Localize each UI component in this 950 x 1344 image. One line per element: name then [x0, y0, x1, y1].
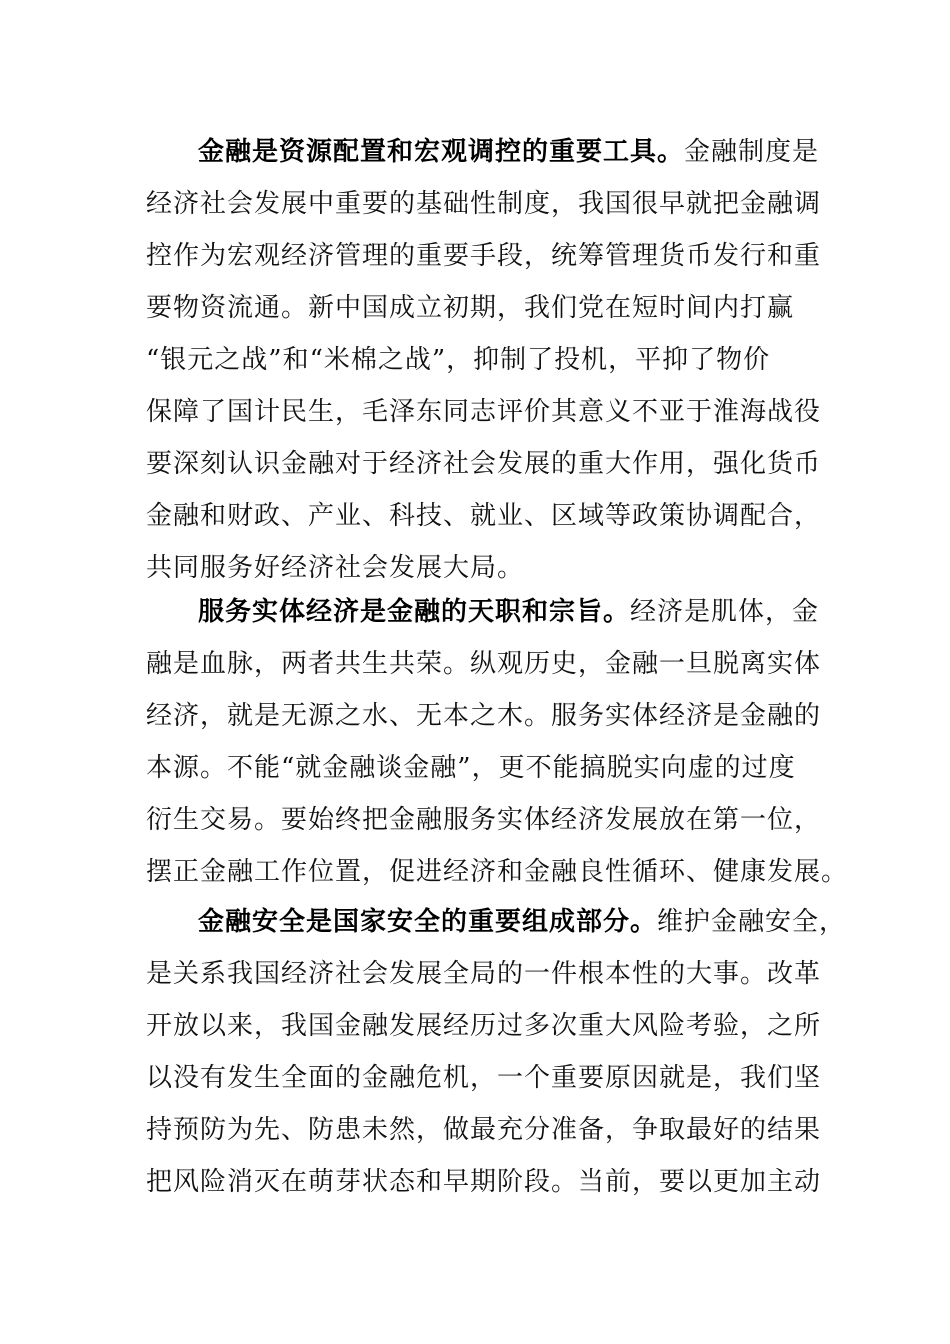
paragraph-line: 融是血脉，两者共生共荣。纵观历史，金融一旦脱离实体 — [146, 649, 822, 679]
paragraph-line: 共同服务好经济社会发展大局。 — [146, 553, 525, 583]
paragraph-line: 经济社会发展中重要的基础性制度，我国很早就把金融调 — [146, 189, 822, 219]
paragraph-line: 持预防为先、防患未然，做最充分准备，争取最好的结果 — [146, 1115, 822, 1145]
paragraph-real-economy — [146, 586, 849, 898]
paragraph-line: “银元之战”和“米棉之战”，抑制了投机，平抑了物价 — [146, 345, 771, 375]
paragraph-line: 衍生交易。要始终把金融服务实体经济发展放在第一位， — [146, 805, 822, 835]
paragraph-line: 开放以来，我国金融发展经历过多次重大风险考验，之所 — [146, 1011, 822, 1041]
paragraph-financial-security — [146, 896, 847, 1208]
paragraph-line: 要物资流通。新中国成立初期，我们党在短时间内打赢 — [146, 293, 795, 323]
paragraph-finance-tool — [146, 126, 822, 594]
paragraph-line: 要深刻认识金融对于经济社会发展的重大作用，强化货币 — [146, 449, 822, 479]
paragraph-line: 摆正金融工作位置，促进经济和金融良性循环、健康发展。 — [146, 857, 849, 887]
paragraph-text: 经济是肌体，金 — [630, 597, 820, 627]
paragraph-text: 维护金融安全， — [657, 907, 847, 937]
paragraph-line: 把风险消灭在萌芽状态和早期阶段。当前，要以更加主动 — [146, 1167, 822, 1197]
paragraph-lead-heading: 金融是资源配置和宏观调控的重要工具。 — [198, 137, 685, 167]
paragraph-first-line — [146, 586, 820, 638]
paragraph-line: 经济，就是无源之水、无本之木。服务实体经济是金融的 — [146, 701, 822, 731]
paragraph-line: 控作为宏观经济管理的重要手段，统筹管理货币发行和重 — [146, 241, 822, 271]
paragraph-first-line — [146, 896, 847, 948]
paragraph-text: 金融制度是 — [684, 137, 820, 167]
paragraph-first-line — [146, 126, 820, 178]
paragraph-line: 以没有发生全面的金融危机，一个重要原因就是，我们坚 — [146, 1063, 822, 1093]
paragraph-lead-heading: 金融安全是国家安全的重要组成部分。 — [198, 907, 658, 937]
paragraph-lead-heading: 服务实体经济是金融的天职和宗旨。 — [198, 597, 631, 627]
paragraph-line: 是关系我国经济社会发展全局的一件根本性的大事。改革 — [146, 959, 822, 989]
paragraph-line: 金融和财政、产业、科技、就业、区域等政策协调配合， — [146, 501, 822, 531]
paragraph-line: 本源。不能“就金融谈金融”，更不能搞脱实向虚的过度 — [146, 753, 796, 783]
paragraph-line: 保障了国计民生，毛泽东同志评价其意义不亚于淮海战役 — [146, 397, 822, 427]
